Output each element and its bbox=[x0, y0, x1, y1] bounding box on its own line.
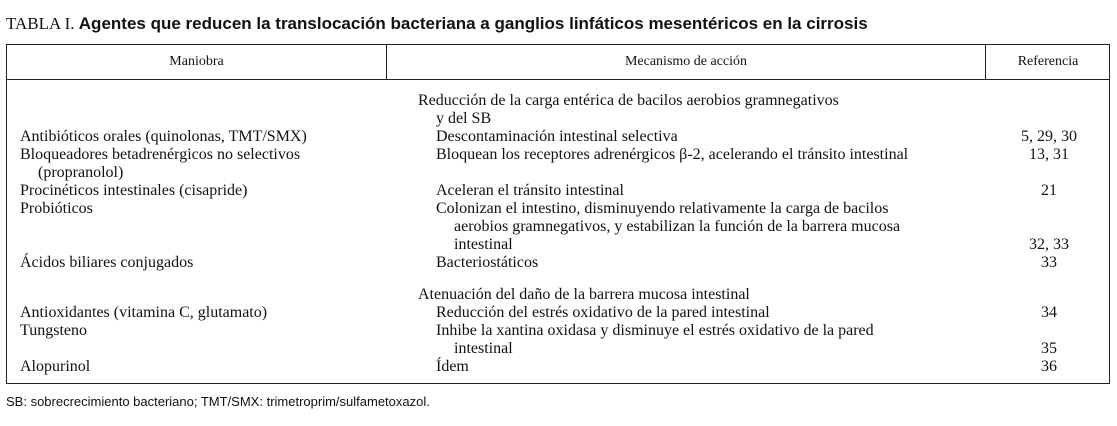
maniobra-cell: Probióticos bbox=[20, 200, 93, 217]
mecanismo-cell: Bacteriostáticos bbox=[436, 254, 539, 271]
mecanismo-cell: Inhibe la xantina oxidasa y disminuye el estrés oxidativo de la pared bbox=[436, 322, 874, 339]
mecanismo-cell: intestinal bbox=[454, 236, 513, 253]
header-referencia: Referencia bbox=[1017, 54, 1079, 69]
maniobra-cell: Antioxidantes (vitamina C, glutamato) bbox=[20, 304, 268, 321]
header-rule bbox=[7, 79, 1109, 80]
table-number: TABLA I. bbox=[6, 14, 75, 33]
footnote: SB: sobrecrecimiento bacteriano; TMT/SMX: trimetroprim/sulfametoxazol. bbox=[6, 394, 430, 409]
referencia-cell: 32, 33 bbox=[1029, 236, 1069, 253]
mecanismo-cell: Aceleran el tránsito intestinal bbox=[436, 182, 624, 199]
header-maniobra: Maniobra bbox=[169, 54, 224, 69]
referencia-cell: 33 bbox=[1041, 254, 1057, 271]
mecanismo-cell: Descontaminación intestinal selectiva bbox=[436, 128, 678, 145]
maniobra-cell: Procinéticos intestinales (cisapride) bbox=[20, 182, 248, 199]
mecanismo-cell: Colonizan el intestino, disminuyendo relativamente la carga de bacilos bbox=[436, 200, 889, 217]
referencia-cell: 21 bbox=[1041, 182, 1057, 199]
maniobra-cell: Alopurinol bbox=[20, 358, 91, 375]
mecanismo-cell: intestinal bbox=[454, 340, 513, 357]
mecanismo-cell: Ídem bbox=[436, 358, 469, 375]
maniobra-cell: Ácidos biliares conjugados bbox=[20, 254, 194, 271]
referencia-cell: 34 bbox=[1041, 304, 1057, 321]
referencia-cell: 36 bbox=[1041, 358, 1057, 375]
section-heading: Reducción de la carga entérica de bacilos aerobios gramnegativos bbox=[418, 92, 839, 109]
referencia-cell: 13, 31 bbox=[1029, 146, 1069, 163]
referencia-cell: 5, 29, 30 bbox=[1021, 128, 1077, 145]
maniobra-cell: Antibióticos orales (quinolonas, TMT/SMX) bbox=[20, 128, 307, 145]
referencia-cell: 35 bbox=[1041, 340, 1057, 357]
mecanismo-cell: Bloquean los receptores adrenérgicos β-2, acelerando el tránsito intestinal bbox=[436, 146, 909, 163]
section-heading: Atenuación del daño de la barrera mucosa intestinal bbox=[418, 286, 750, 303]
header-mecanismo: Mecanismo de acción bbox=[624, 54, 748, 69]
maniobra-cell: Tungsteno bbox=[20, 322, 87, 339]
section-heading: y del SB bbox=[436, 110, 492, 127]
mecanismo-cell: Reducción del estrés oxidativo de la pared intestinal bbox=[436, 304, 770, 321]
mecanismo-cell: aerobios gramnegativos, y estabilizan la función de la barrera mucosa bbox=[454, 218, 901, 235]
table-title bbox=[6, 14, 868, 34]
maniobra-cell: Bloqueadores betadrenérgicos no selectivos bbox=[20, 146, 301, 163]
maniobra-cell: (propranolol) bbox=[38, 164, 124, 181]
table-caption: Agentes que reducen la translocación bacteriana a ganglios linfáticos mesentéricos en la cirrosis bbox=[78, 14, 868, 33]
